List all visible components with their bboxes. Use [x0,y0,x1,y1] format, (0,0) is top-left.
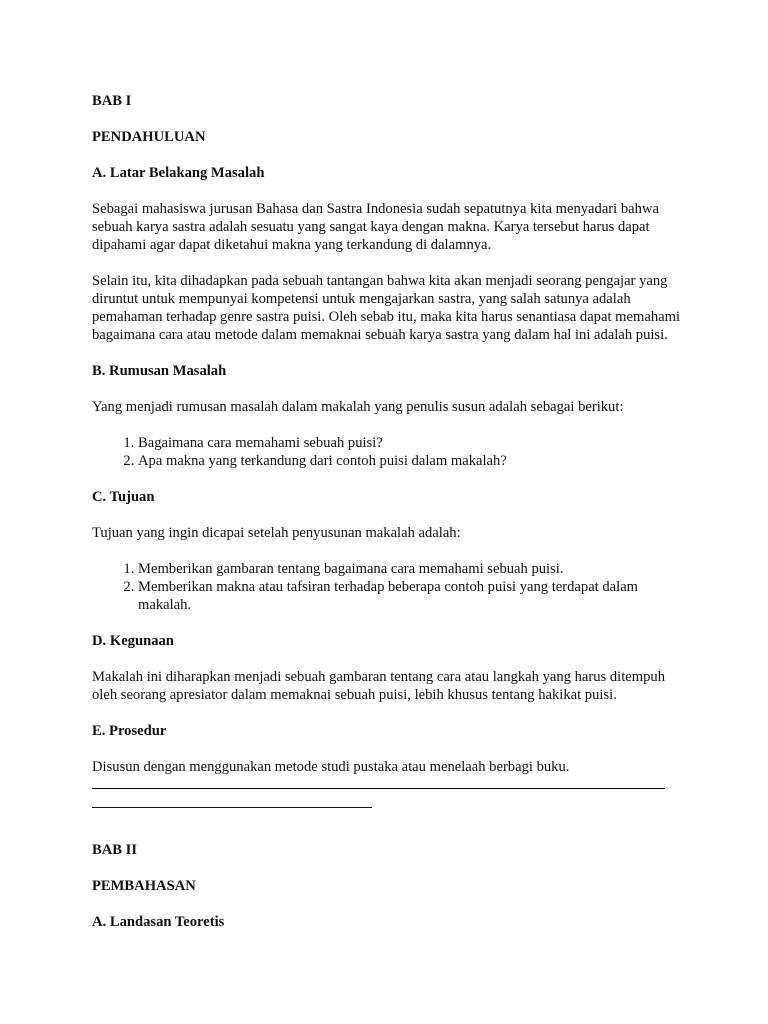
bab-2-label: BAB II [92,842,138,858]
bab-1-title: PENDAHULUAN [92,129,206,145]
section-c-heading: C. Tujuan [92,489,155,505]
section-e-heading: E. Prosedur [92,723,167,739]
section-b-list [92,434,692,470]
list-item: 1. Memberikan gambaran tentang bagaimana cara memahami sebuah puisi. [138,560,692,578]
bab-2-section-a-heading: A. Landasan Teoretis [92,914,225,930]
section-d-heading [92,632,692,650]
section-d-heading-letter: D [92,633,103,649]
list-item: 2. Memberikan makna atau tafsiran terhadap beberapa contoh puisi yang terdapat dalam makalah. [138,578,692,614]
section-a-heading: A. Latar Belakang Masalah [92,165,265,181]
section-b-intro: Yang menjadi rumusan masalah dalam makalah yang penulis susun adalah sebagai berikut: [92,399,624,415]
document-page [92,92,692,931]
list-item: 2. Apa makna yang terkandung dari contoh puisi dalam makalah? [138,452,692,470]
section-c-list [92,560,692,614]
list-item: 1. Bagaimana cara memahami sebuah puisi? [138,434,692,452]
section-a-paragraph-2: Selain itu, kita dihadapkan pada sebuah tantangan bahwa kita akan menjadi seorang pengajar yang diruntut untuk mempunyai kompetensi untuk mengajarkan sastra, yang salah satunya adalah pemahaman terhadap genre sastra puisi. Oleh sebab itu, maka kita harus senantiasa dapat memahami bagaimana cara atau metode dalam memaknai sebuah karya sastra yang dalam hal ini adalah puisi. [92,273,680,343]
separator-line [92,788,665,789]
section-c-intro: Tujuan yang ingin dicapai setelah penyusunan makalah adalah: [92,525,461,541]
section-e-paragraph: Disusun dengan menggunakan metode studi pustaka atau menelaah berbagi buku. [92,759,570,775]
section-a-paragraph-1: Sebagai mahasiswa jurusan Bahasa dan Sastra Indonesia sudah sepatutnya kita menyadari bahwa sebuah karya sastra adalah sesuatu yang sangat kaya dengan makna. Karya tersebut harus dapat dipahami agar dapat diketahui makna yang terkandung di dalamnya. [92,201,659,253]
section-d-paragraph: Makalah ini diharapkan menjadi sebuah gambaran tentang cara atau langkah yang harus ditempuh oleh seorang apresiator dalam memaknai sebuah puisi, lebih khusus tentang hakikat puisi. [92,669,665,703]
bab-2-title: PEMBAHASAN [92,878,196,894]
section-d-heading-rest: . Kegunaan [102,633,174,649]
bab-1-label: BAB I [92,93,132,109]
section-b-heading: B. Rumusan Masalah [92,363,227,379]
